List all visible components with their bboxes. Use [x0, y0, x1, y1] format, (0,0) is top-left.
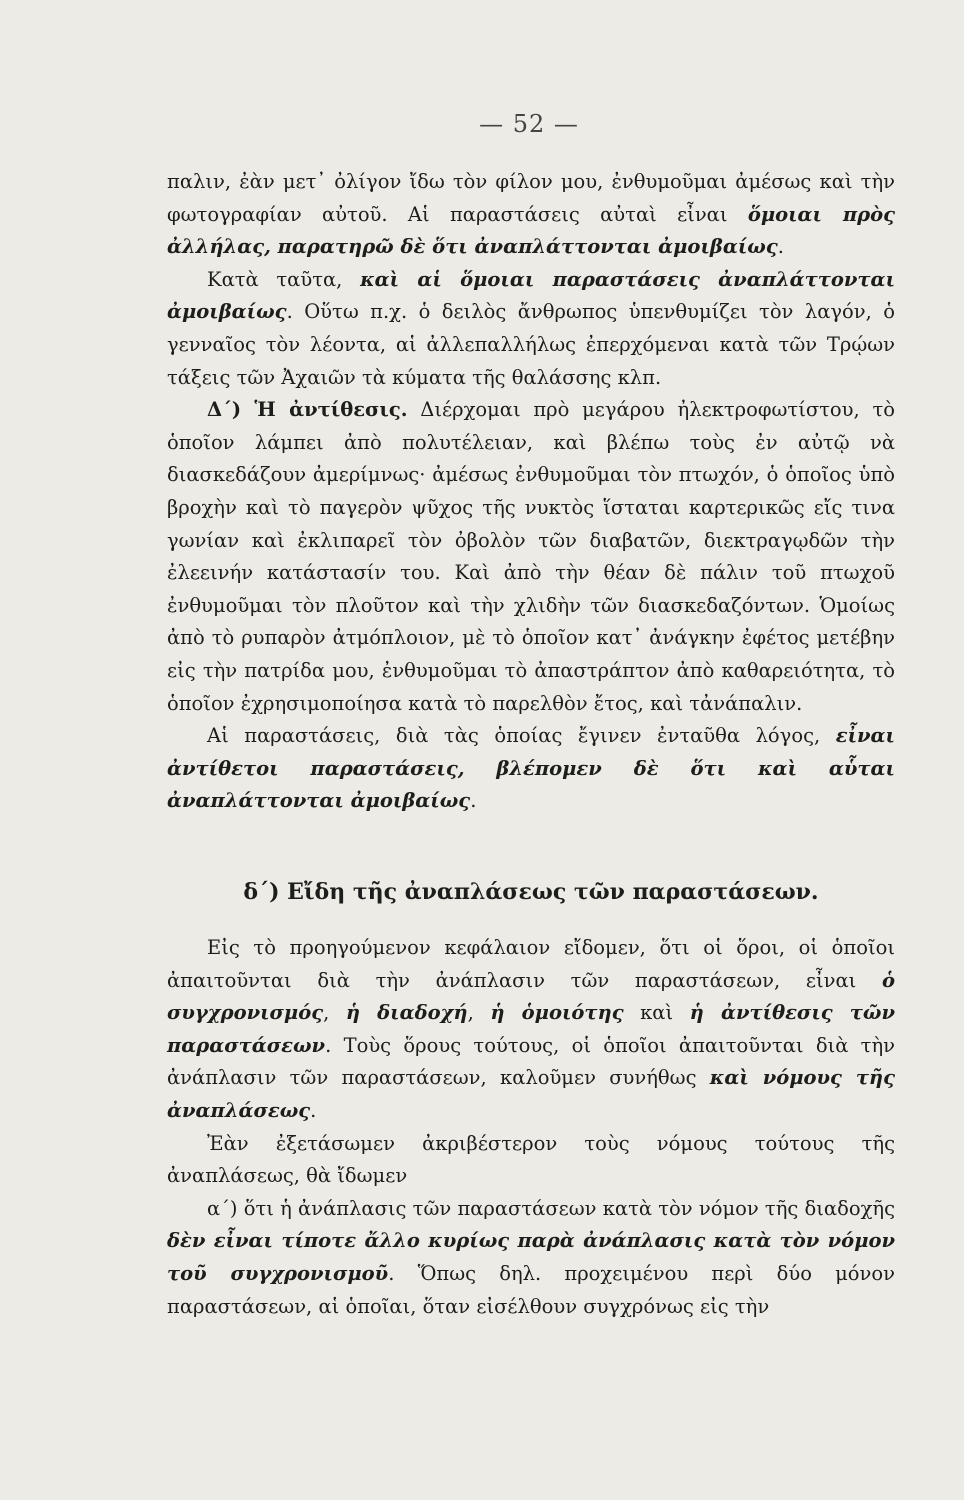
- text-span: ,: [323, 1001, 346, 1025]
- body-text-lower: [167, 932, 895, 1323]
- text-span: Αἱ παραστάσεις, διὰ τὰς ὁποίας ἔγινεν ἐνταῦθα λόγος,: [207, 724, 836, 748]
- paragraph-7: [167, 1193, 895, 1323]
- emphasis-span: εἶναι ἀντίθετοι παραστάσεις, βλέπομεν δὲ ὅτι καὶ αὗται ἀναπλάττονται ἀμοιβαίως: [167, 724, 895, 813]
- text-span: ,: [467, 1001, 491, 1025]
- emphasis-span: ὁ συγχρονισμός: [167, 968, 895, 1025]
- emphasis-span: καὶ νόμους τῆς ἀναπλάσεως: [167, 1066, 895, 1122]
- emphasis-span: καὶ αἱ ὅμοιαι παραστάσεις ἀναπλάττονται ἀμοιβαίως: [167, 267, 895, 324]
- paragraph-6: [167, 1128, 895, 1193]
- text-span: Κατὰ ταῦτα,: [207, 267, 361, 291]
- text-span: Διέρχομαι πρὸ μεγάρου ἠλεκτροφωτίστου, τὸ ὁποῖον λάμπει ἀπὸ πολυτέλειαν, καὶ βλέπω τοὺς ἐν αὐτῷ νὰ διασκεδάζουν ἀμερίμνως· ἀμέσως ἐνθυμοῦμαι τὸν πτωχόν, ὁ ὁποῖος ὑπὸ βροχὴν καὶ τὸ παγερὸν ψῦχος τῆς νυκτὸς ἵσταται καρτερικῶς εἴς τινα γωνίαν καὶ ἐκλιπαρεῖ τὸν ὀβολὸν τῶν διαβατῶν, διεκτραγῳδῶν τὴν ἐλεεινήν κατάστασίν του. Καὶ ἀπὸ τὴν θέαν δὲ πάλιν τοῦ πτωχοῦ ἐνθυμοῦμαι τὸν πλοῦτον καὶ τὴν χλιδὴν τῶν διασκεδαζόντων. Ὁμοίως ἀπὸ τὸ ρυπαρὸν ἀτμόπλοιον, μὲ τὸ ὁποῖον κατ᾽ ἀνάγκην ἐφέτος μετέβην εἰς τὴν πατρίδα μου, ἐνθυμοῦμαι τὸ ἀπαστράπτον ἀπὸ καθαρειότητα, τὸ ὁποῖον ἐχρησιμοποίησα κατὰ τὸ παρελθὸν ἔτος, καὶ τἀνάπαλιν.: [167, 398, 895, 715]
- emphasis-span: ἡ ὁμοιότης: [490, 1001, 624, 1025]
- subsection-heading: Δ΄) Ἡ ἀντίθεσις.: [207, 398, 408, 422]
- text-span: καὶ: [623, 1001, 690, 1025]
- emphasis-span: ἡ διαδοχή: [345, 1001, 468, 1025]
- text-span: . Ὅπως δηλ. προχειμένου περὶ δύο μόνον παραστάσεων, αἱ ὁποῖαι, ὅταν εἰσέλθουν συγχρόνως εἰς τὴν: [167, 1261, 895, 1318]
- text-span: Ἐὰν ἐξετάσωμεν ἀκριβέστερον τοὺς νόμους τούτους τῆς ἀναπλάσεως, θὰ ἴδωμεν: [167, 1131, 895, 1188]
- section-heading: δ΄) Εἴδη τῆς ἀναπλάσεως τῶν παραστάσεων.: [243, 879, 819, 905]
- page-number: — 52 —: [479, 110, 579, 138]
- paragraph-4: [167, 720, 895, 818]
- paragraph-2: [167, 264, 895, 394]
- text-span: . Τοὺς ὅρους τούτους, οἱ ὁποῖοι ἀπαιτοῦνται διὰ τὴν ἀνάπλασιν τῶν παραστάσεων, καλοῦμεν συνήθως: [167, 1033, 895, 1090]
- text-span: .: [310, 1098, 317, 1122]
- text-span: Εἰς τὸ προηγούμενον κεφάλαιον εἴδομεν, ὅτι οἱ ὅροι, οἱ ὁποῖοι ἀπαιτοῦνται διὰ τὴν ἀνάπλασιν τῶν παραστάσεων, εἶναι: [167, 936, 895, 992]
- text-span: . Οὕτω π.χ. ὁ δειλὸς ἄνθρωπος ὑπενθυμίζει τὸν λαγόν, ὁ γενναῖος τὸν λέοντα, αἱ ἀλλεπαλλήλως ἐπερχόμεναι κατὰ τῶν Τρῴων τάξεις τῶν Ἀχαιῶν τὰ κύματα τῆς θαλάσσης κλπ.: [167, 300, 895, 389]
- paragraph-1: [167, 166, 895, 264]
- body-text-upper: [167, 166, 895, 818]
- emphasis-span: ὅμοιαι πρὸς ἀλλήλας, παρατηρῶ δὲ ὅτι ἀναπλάττονται ἀμοιβαίως: [167, 202, 895, 259]
- paragraph-3: [167, 394, 895, 720]
- emphasis-span: ἡ ἀντίθεσις τῶν παραστάσεων: [167, 1001, 895, 1057]
- text-span: παλιν, ἐὰν μετ᾽ ὀλίγον ἴδω τὸν φίλον μου, ἐνθυμοῦμαι ἀμέσως καὶ τὴν φωτογραφίαν αὐτοῦ. Αἱ παραστάσεις αὐταὶ εἶναι: [167, 170, 895, 226]
- text-span: .: [777, 235, 784, 259]
- emphasis-span: δὲν εἶναι τίποτε ἄλλο κυρίως παρὰ ἀνάπλασις κατὰ τὸν νόμον τοῦ συγχρονισμοῦ: [167, 1229, 895, 1285]
- text-span: .: [470, 789, 477, 813]
- paragraph-5: [167, 932, 895, 1128]
- text-span: α΄) ὅτι ἡ ἀνάπλασις τῶν παραστάσεων κατὰ τὸν νόμον τῆς διαδοχῆς: [207, 1196, 895, 1220]
